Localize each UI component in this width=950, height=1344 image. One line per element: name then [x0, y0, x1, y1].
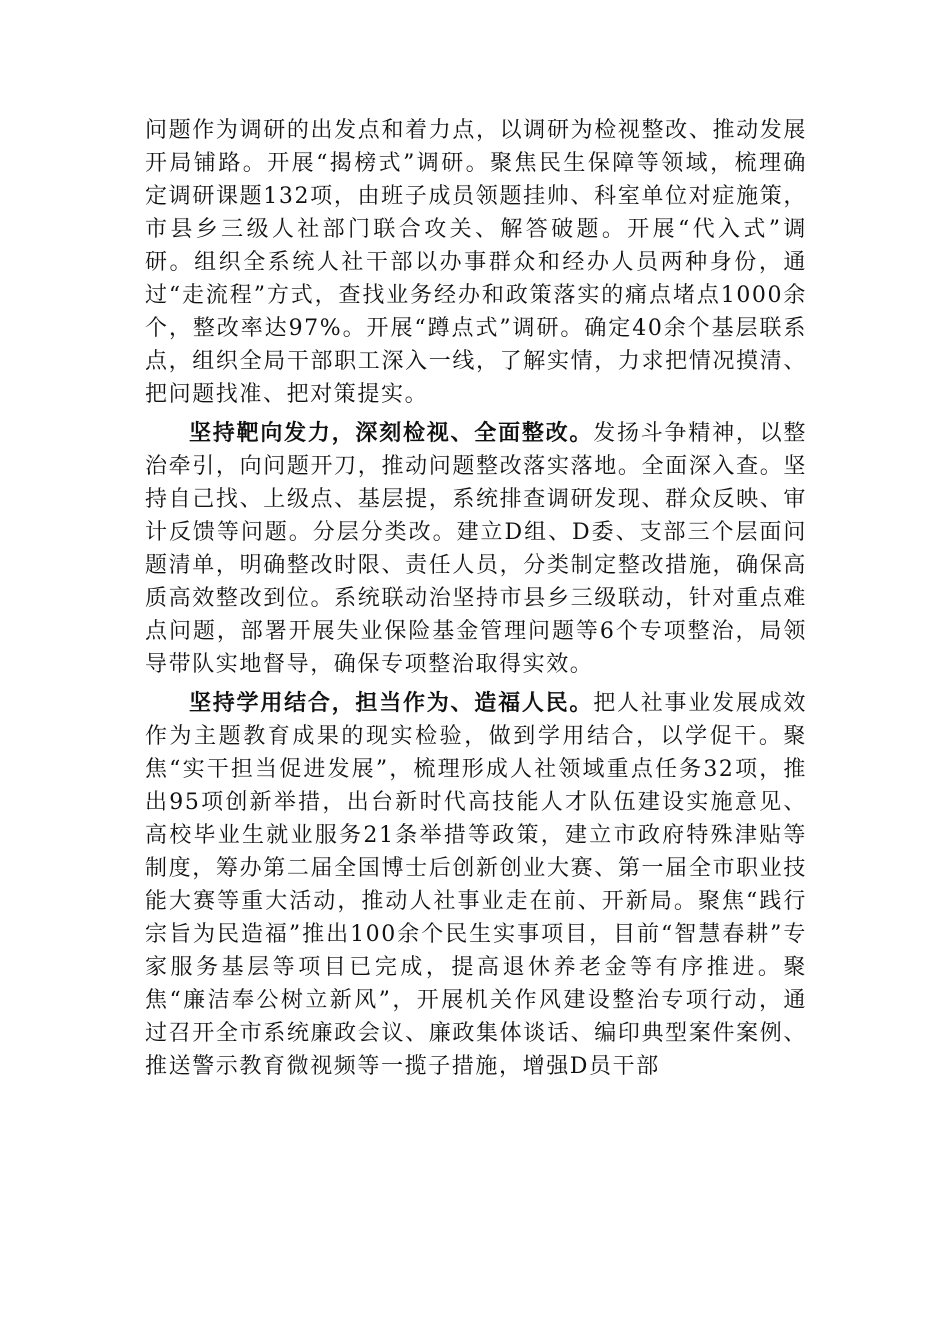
document-body: [145, 114, 807, 1089]
paragraph-2-text: 发扬斗争精神，以整治牵引，向问题开刀，推动问题整改落实落地。全面深入查。坚持自己找、上级点、基层提，系统排查调研发现、群众反映、审计反馈等问题。分层分类改。建立D组、D委、支部三个层面问题清单，明确整改时限、责任人员，分类制定整改措施，确保高质高效整改到位。系统联动治坚持市县乡三级联动，针对重点难点问题，部署开展失业保险基金管理问题等6个专项整治，局领导带队实地督导，确保专项整治取得实效。: [145, 421, 807, 677]
paragraph-3-heading: 坚持学用结合，担当作为、造福人民。: [189, 690, 594, 716]
paragraph-1-text: 问题作为调研的出发点和着力点，以调研为检视整改、推动发展开局铺路。开展“揭榜式”调研。聚焦民生保障等领域，梳理确定调研课题132项，由班子成员领题挂帅、科室单位对症施策，市县乡三级人社部门联合攻关、解答破题。开展“代入式”调研。组织全系统人社干部以办事群众和经办人员两种身份，通过“走流程”方式，查找业务经办和政策落实的痛点堵点1000余个，整改率达97%。开展“蹲点式”调研。确定40余个基层联系点，组织全局干部职工深入一线，了解实情，力求把情况摸清、把问题找准、把对策提实。: [145, 118, 807, 407]
paragraph-2-heading: 坚持靶向发力，深刻检视、全面整改。: [189, 420, 594, 446]
paragraph-2: [145, 417, 807, 681]
paragraph-3: [145, 687, 807, 1083]
paragraph-1: [145, 114, 807, 411]
paragraph-3-text: 把人社事业发展成效作为主题教育成果的现实检验，做到学用结合，以学促干。聚焦“实干担当促进发展”，梳理形成人社领域重点任务32项，推出95项创新举措，出台新时代高技能人才队伍建设实施意见、高校毕业生就业服务21条举措等政策，建立市政府特殊津贴等制度，筹办第二届全国博士后创新创业大赛、第一届全市职业技能大赛等重大活动，推动人社事业走在前、开新局。聚焦“践行宗旨为民造福”推出100余个民生实事项目，目前“智慧春耕”专家服务基层等项目已完成，提高退休养老金等有序推进。聚焦“廉洁奉公树立新风”，开展机关作风建设整治专项行动，通过召开全市系统廉政会议、廉政集体谈话、编印典型案件案例、推送警示教育微视频等一揽子措施，增强D员干部: [145, 691, 807, 1079]
